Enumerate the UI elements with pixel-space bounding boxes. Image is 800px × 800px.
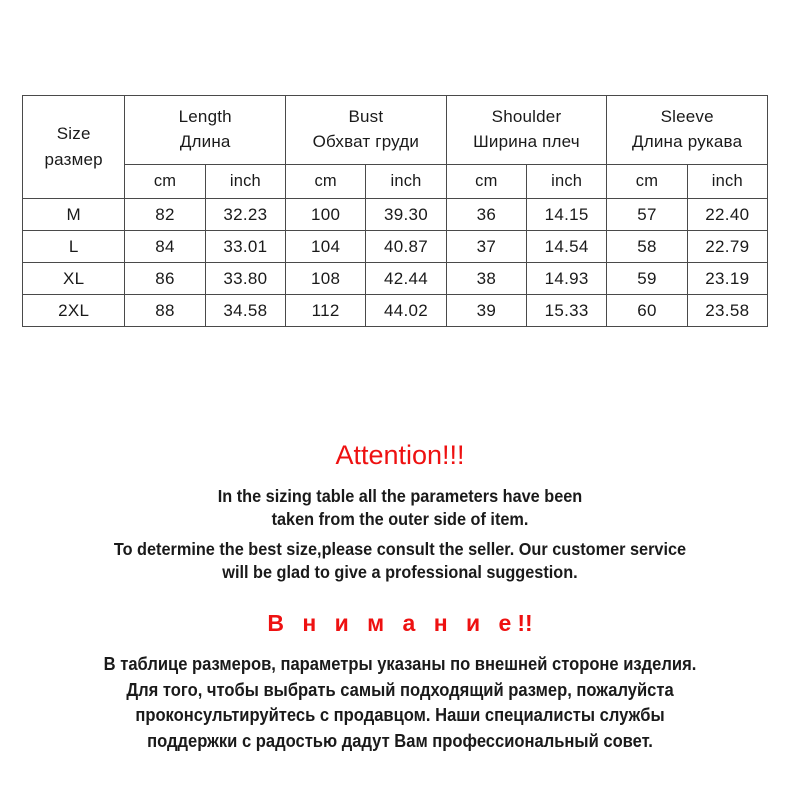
- russian-notice-paragraph: [32, 652, 768, 754]
- cell-size: M: [23, 199, 125, 231]
- header-size-ru: размер: [44, 150, 103, 169]
- vnimanie-heading-exclamations: !!: [517, 610, 533, 637]
- english-notice-line: To determine the best size,please consult the seller. Our customer service: [113, 538, 687, 559]
- cell-shoulder-inch: 14.54: [526, 231, 606, 263]
- cell-shoulder-cm: 37: [446, 231, 526, 263]
- header-cell-size: [23, 96, 125, 199]
- cell-sleeve-inch: 23.58: [687, 295, 767, 327]
- cell-sleeve-inch: 22.40: [687, 199, 767, 231]
- cell-bust-inch: 42.44: [366, 263, 446, 295]
- cell-size: L: [23, 231, 125, 263]
- header-sleeve-ru: Длина рукава: [632, 132, 743, 151]
- header-bust-en: Bust: [348, 107, 384, 127]
- cell-bust-cm: 112: [286, 295, 366, 327]
- russian-notice-line: проконсультируйтесь с продавцом. Наши специалисты службы: [135, 705, 665, 726]
- attention-heading: Attention!!!: [335, 440, 465, 470]
- cell-bust-inch: 39.30: [366, 199, 446, 231]
- size-chart-table: [22, 95, 768, 327]
- english-notice-line: will be glad to give a professional suggestion.: [222, 561, 578, 582]
- cell-size: 2XL: [23, 295, 125, 327]
- cell-sleeve-cm: 58: [607, 231, 687, 263]
- cell-sleeve-inch: 23.19: [687, 263, 767, 295]
- header-unit-length-cm: cm: [125, 165, 205, 199]
- header-unit-length-inch: inch: [205, 165, 285, 199]
- table-body: [23, 199, 768, 327]
- header-unit-sleeve-inch: inch: [687, 165, 767, 199]
- cell-shoulder-inch: 14.15: [526, 199, 606, 231]
- header-sleeve-en: Sleeve: [660, 107, 714, 127]
- header-length-ru: Длина: [179, 132, 231, 151]
- english-notice-paragraph-2: [28, 538, 772, 584]
- header-cell-sleeve: [607, 96, 768, 165]
- header-length-en: Length: [178, 107, 232, 127]
- vnimanie-heading-text: В н и м а н и е: [267, 610, 518, 637]
- cell-length-cm: 84: [125, 231, 205, 263]
- header-bust-ru: Обхват груди: [312, 132, 420, 151]
- table-header-group-row: [23, 96, 768, 165]
- cell-size: XL: [23, 263, 125, 295]
- russian-notice-line: Для того, чтобы выбрать самый подходящий размер, пожалуйста: [126, 679, 674, 700]
- header-cell-length: [125, 96, 286, 165]
- cell-length-inch: 32.23: [205, 199, 285, 231]
- cell-sleeve-cm: 57: [607, 199, 687, 231]
- cell-shoulder-cm: 36: [446, 199, 526, 231]
- cell-length-inch: 34.58: [205, 295, 285, 327]
- table-header: [23, 96, 768, 199]
- table-row: [23, 199, 768, 231]
- cell-sleeve-inch: 22.79: [687, 231, 767, 263]
- cell-sleeve-cm: 59: [607, 263, 687, 295]
- english-notice-line: taken from the outer side of item.: [271, 508, 529, 529]
- header-size-en: Size: [56, 123, 91, 143]
- header-shoulder-en: Shoulder: [491, 107, 562, 127]
- vnimanie-heading: [0, 611, 800, 636]
- header-cell-bust: [286, 96, 447, 165]
- cell-bust-cm: 100: [286, 199, 366, 231]
- size-chart-table-container: [22, 95, 768, 327]
- header-unit-bust-cm: cm: [286, 165, 366, 199]
- cell-length-cm: 88: [125, 295, 205, 327]
- cell-shoulder-cm: 39: [446, 295, 526, 327]
- english-notice-paragraph-1: [28, 485, 772, 531]
- table-row: [23, 263, 768, 295]
- header-shoulder-ru: Ширина плеч: [473, 132, 580, 151]
- table-row: [23, 295, 768, 327]
- header-unit-bust-inch: inch: [366, 165, 446, 199]
- header-unit-shoulder-cm: cm: [446, 165, 526, 199]
- cell-shoulder-inch: 15.33: [526, 295, 606, 327]
- header-unit-shoulder-inch: inch: [526, 165, 606, 199]
- russian-notice-line: В таблице размеров, параметры указаны по внешней стороне изделия.: [103, 654, 697, 675]
- header-unit-sleeve-cm: cm: [607, 165, 687, 199]
- cell-shoulder-inch: 14.93: [526, 263, 606, 295]
- cell-bust-inch: 44.02: [366, 295, 446, 327]
- cell-length-cm: 86: [125, 263, 205, 295]
- cell-length-cm: 82: [125, 199, 205, 231]
- table-header-unit-row: [23, 165, 768, 199]
- english-notice-line: In the sizing table all the parameters have been: [217, 485, 583, 506]
- header-cell-shoulder: [446, 96, 607, 165]
- russian-notice-line: поддержки с радостью дадут Вам профессиональный совет.: [147, 731, 653, 751]
- cell-sleeve-cm: 60: [607, 295, 687, 327]
- cell-shoulder-cm: 38: [446, 263, 526, 295]
- cell-bust-cm: 104: [286, 231, 366, 263]
- cell-length-inch: 33.80: [205, 263, 285, 295]
- notice-block: [0, 441, 800, 755]
- cell-bust-cm: 108: [286, 263, 366, 295]
- cell-bust-inch: 40.87: [366, 231, 446, 263]
- cell-length-inch: 33.01: [205, 231, 285, 263]
- table-row: [23, 231, 768, 263]
